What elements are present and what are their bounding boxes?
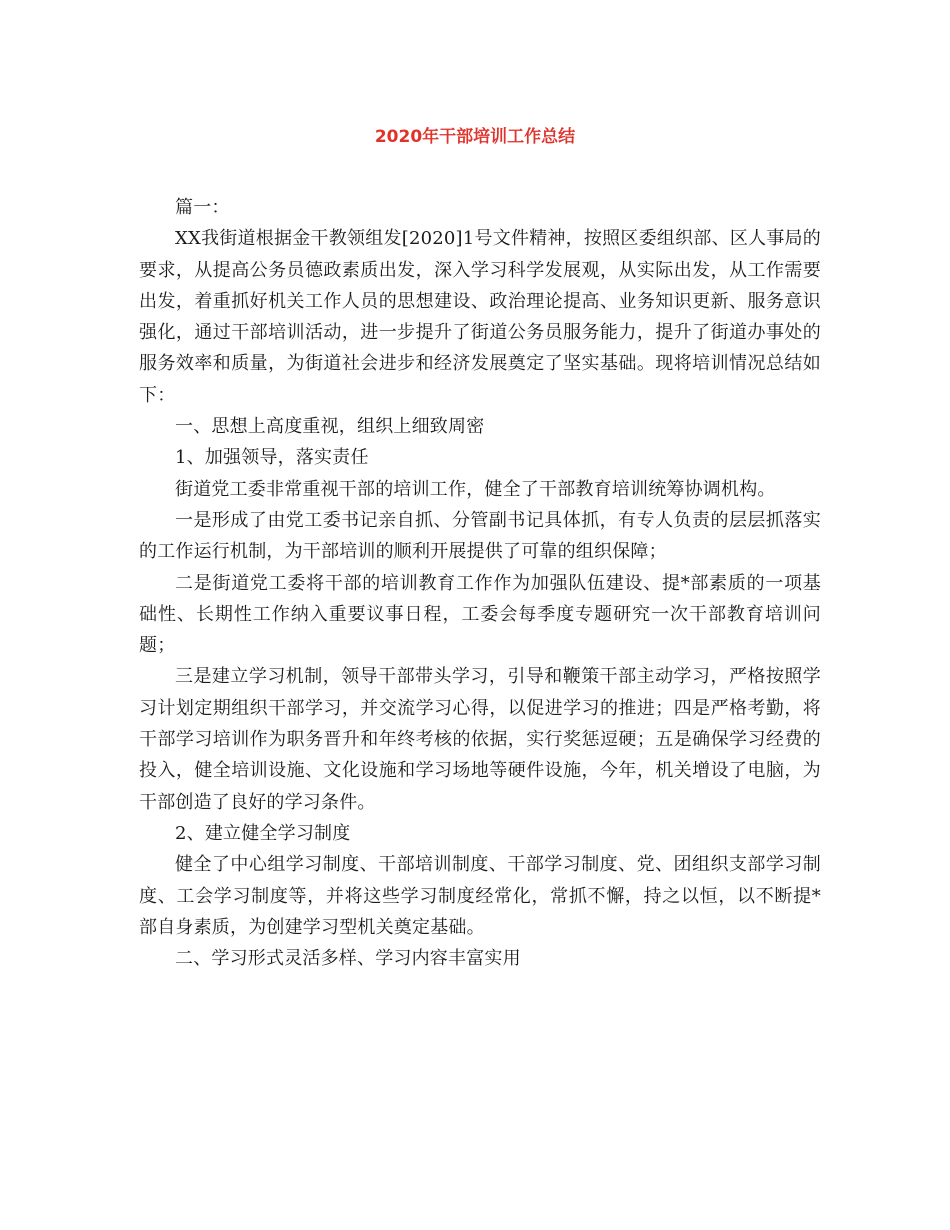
document-body [139,192,821,974]
paragraph-2: XX我街道根据金干教领组发[2020]1号文件精神，按照区委组织部、区人事局的要求，从提高公务员德政素质出发，深入学习科学发展观，从实际出发，从工作需要出发，着重抓好机关工作人员的思想建设、政治理论提高、业务知识更新、服务意识强化，通过干部培训活动，进一步提升了街道公务员服务能力，提升了街道办事处的服务效率和质量，为街道社会进步和经济发展奠定了坚实基础。现将培训情况总结如下： [139,228,821,406]
paragraph-7: 健全了中心组学习制度、干部培训制度、干部学习制度、党、团组织支部学习制度、工会学习制度等，并将这些学习制度经常化，常抓不懈，持之以恒，以不断提*部自身素质，为创建学习型机关奠定基础。 [139,854,821,938]
paragraph-1: 篇一： [175,197,230,218]
section-heading-2: 二、学习形式灵活多样、学习内容丰富实用 [175,948,521,970]
paragraph-4: 一是形成了由党工委书记亲自抓、分管副书记具体抓，有专人负责的层层抓落实的工作运行机制，为干部培训的顺利开展提供了可靠的组织保障； [139,509,821,563]
paragraph-6: 三是建立学习机制，领导干部带头学习，引导和鞭策干部主动学习，严格按照学习计划定期组织干部学习，并交流学习心得，以促进学习的推进；四是严格考勤，将干部学习培训作为职务晋升和年终考核的依据，实行奖惩逗硬；五是确保学习经费的投入，健全培训设施、文化设施和学习场地等硬件设施，今年，机关增设了电脑，为干部创造了良好的学习条件。 [139,666,821,813]
document-title: 2020年干部培训工作总结 [374,127,576,147]
paragraph-3: 街道党工委非常重视干部的培训工作，健全了干部教育培训统筹协调机构。 [175,478,776,500]
subsection-heading-1: 1、加强领导，落实责任 [175,447,369,469]
subsection-heading-2: 2、建立健全学习制度 [175,822,351,844]
paragraph-5: 二是街道党工委将干部的培训教育工作作为加强队伍建设、提*部素质的一项基础性、长期性工作纳入重要议事日程，工委会每季度专题研究一次干部教育培训问题； [139,572,821,657]
section-heading-1: 一、思想上高度重视，组织上细致周密 [175,416,485,438]
